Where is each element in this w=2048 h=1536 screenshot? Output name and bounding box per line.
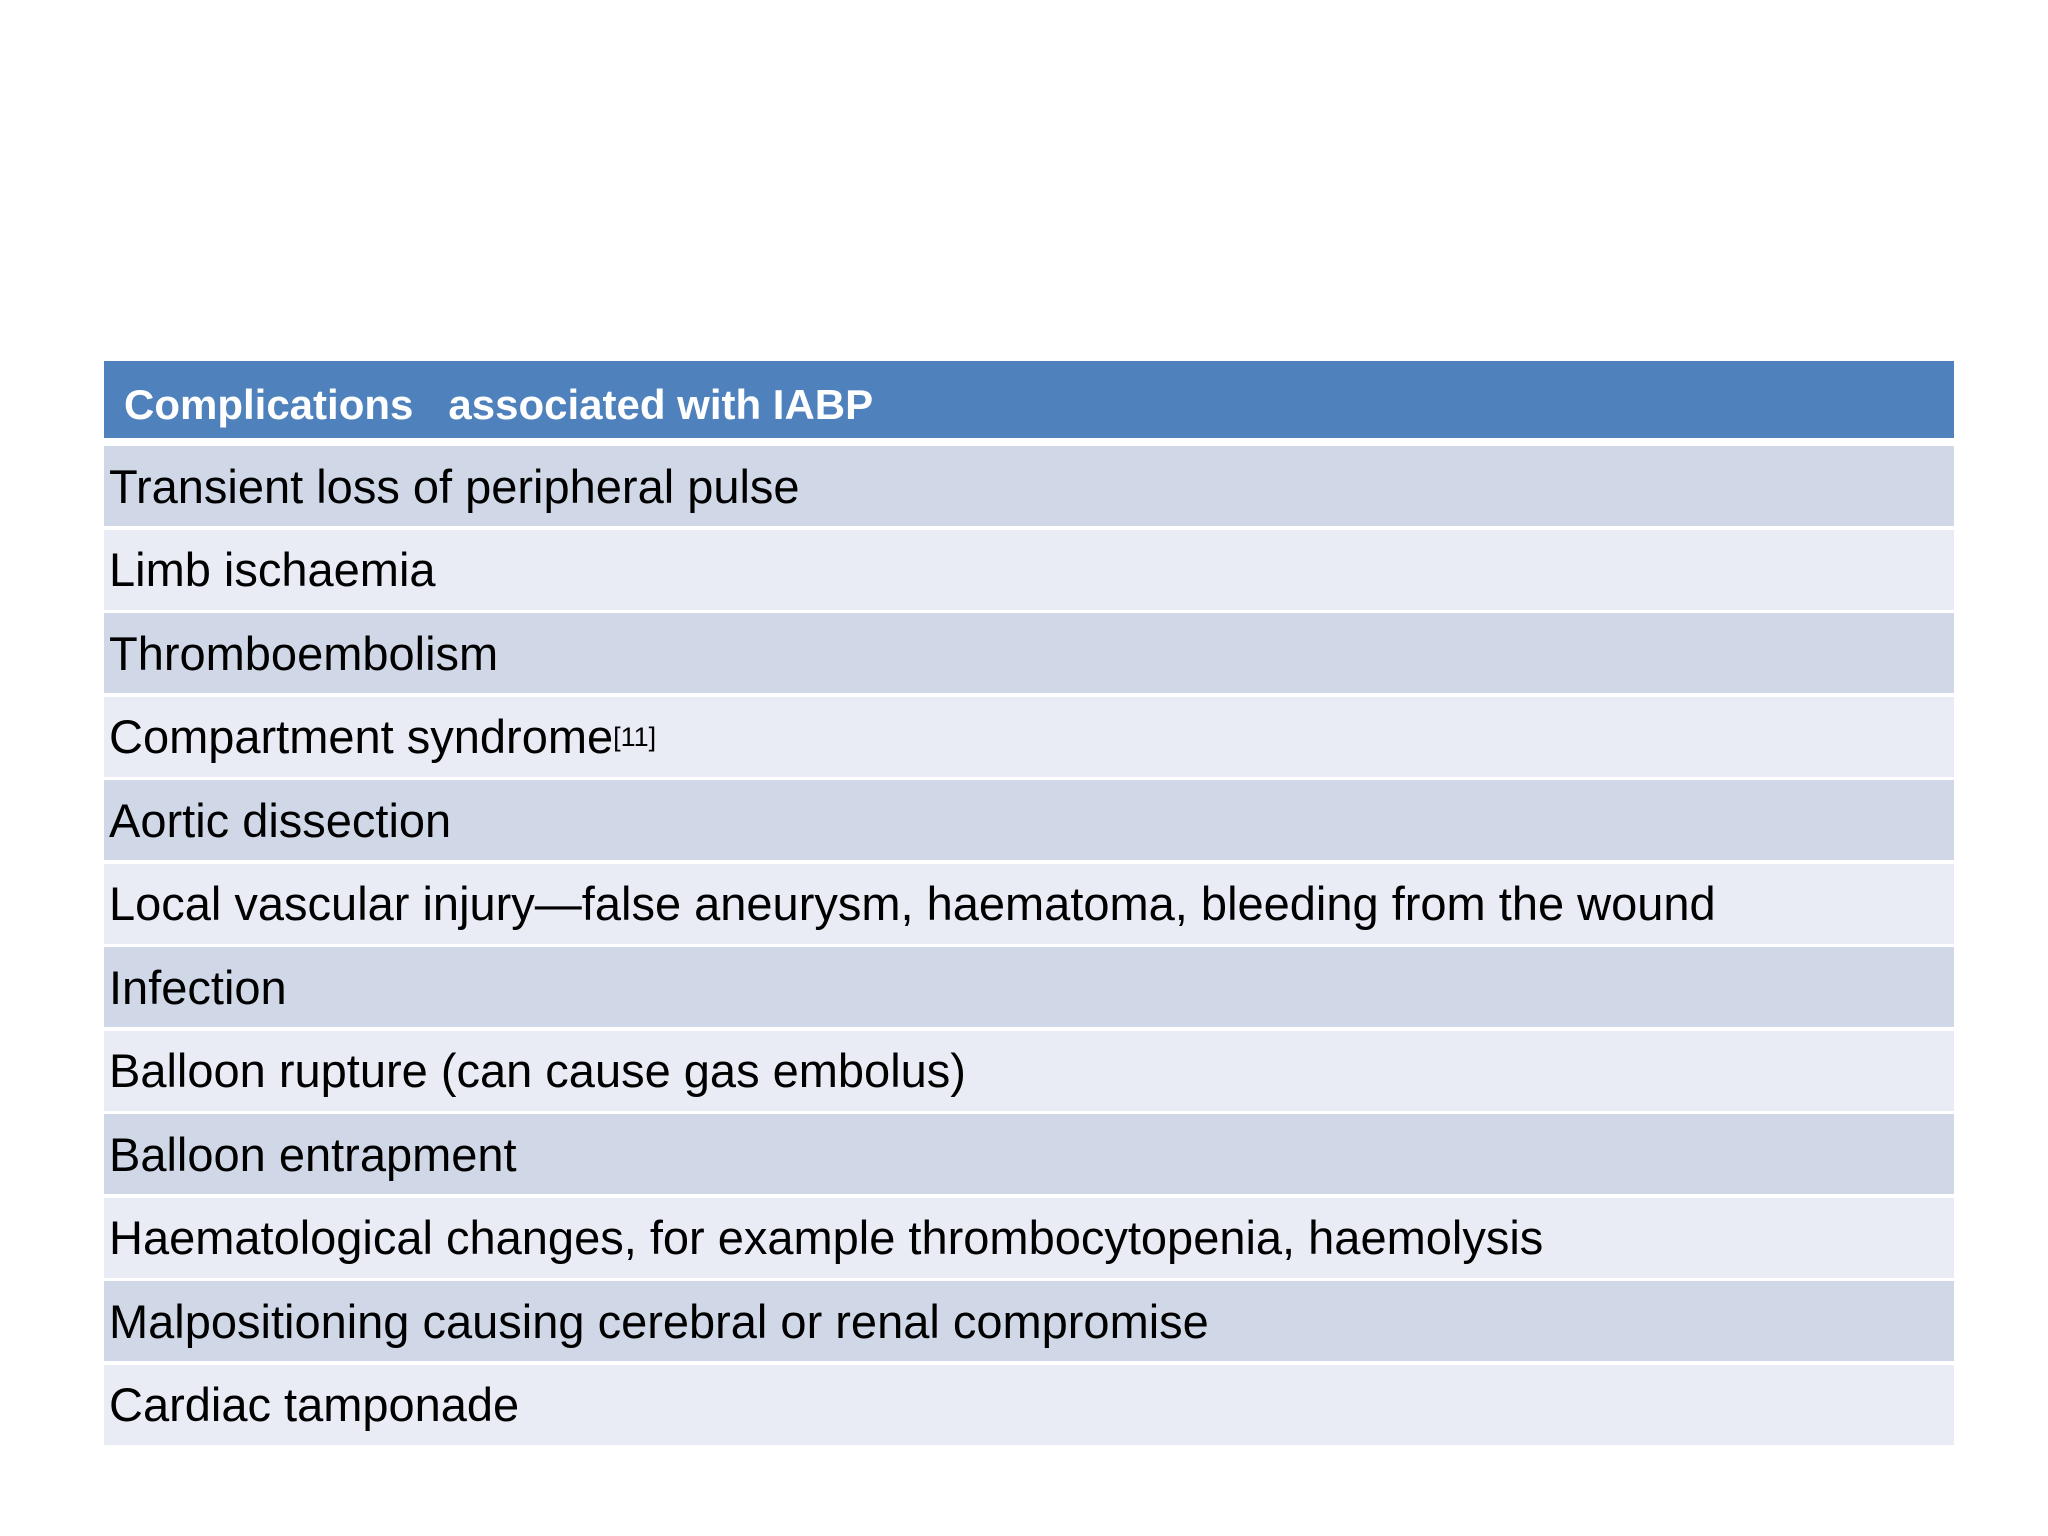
- row-text: Local vascular injury—false aneurysm, haematoma, bleeding from the wound: [109, 877, 1716, 930]
- complications-table: [104, 361, 1954, 1448]
- row-text: Haematological changes, for example thrombocytopenia, haemolysis: [109, 1211, 1544, 1264]
- row-text: Compartment syndrome: [109, 710, 614, 763]
- row-text: Aortic dissection: [109, 793, 452, 847]
- table-row: [104, 1281, 1954, 1361]
- row-text: Malpositioning causing cerebral or renal compromise: [109, 1294, 1209, 1348]
- table-row: [104, 1114, 1954, 1194]
- row-text: Cardiac tamponade: [109, 1378, 520, 1431]
- table-row: [104, 1198, 1954, 1278]
- row-text: Infection: [109, 960, 287, 1014]
- row-text: Limb ischaemia: [109, 543, 436, 596]
- row-text: Thromboembolism: [109, 626, 499, 680]
- row-text: Balloon rupture (can cause gas embolus): [109, 1044, 966, 1097]
- table-row: [104, 1365, 1954, 1445]
- table-row: [104, 613, 1954, 693]
- table-row: [104, 530, 1954, 610]
- table-row: [104, 1031, 1954, 1111]
- table-row: [104, 947, 1954, 1027]
- table-row: Compartment syndrome [11]: [104, 697, 1954, 777]
- table-row: [104, 864, 1954, 944]
- table-row: [104, 780, 1954, 860]
- row-text: Balloon entrapment: [109, 1127, 517, 1181]
- table-row: [104, 446, 1954, 526]
- table-header: Complications associated with IABP: [104, 361, 1954, 438]
- row-text: Transient loss of peripheral pulse: [109, 459, 800, 513]
